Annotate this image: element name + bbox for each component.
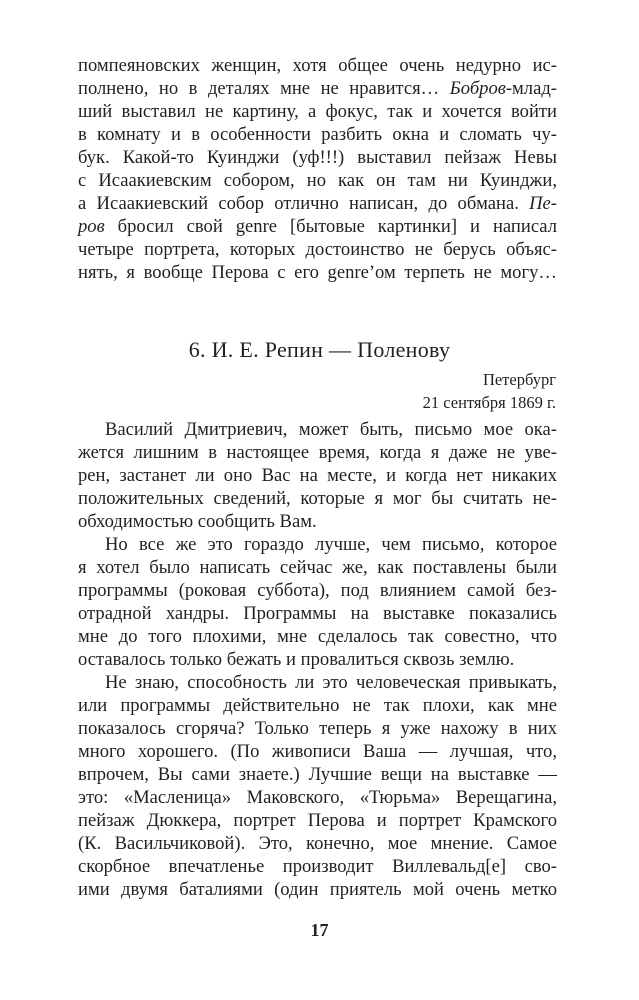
text-line [78,625,557,648]
text-segment: (К. Васильчиковой). Это, конечно, мое мнение. Самое [78,833,557,854]
text-line [78,464,557,487]
text-line [78,215,557,238]
page-number: 17 [310,920,329,940]
text-segment: скорбное впечатленье производит Виллевальд[е] сво- [78,856,557,877]
text-line [78,556,557,579]
text-segment: Василий Дмитриевич, может быть, письмо мое ока- [105,419,557,440]
text-line [78,100,557,123]
text-line [78,510,557,533]
text-line [78,809,557,832]
text-segment: оставалось только бежать и провалиться сквозь землю. [78,649,515,670]
text-line [78,146,557,169]
text-line [78,786,557,809]
text-line [78,579,557,602]
text-segment: мне до того плохими, мне сделалось так совестно, что [78,626,557,647]
text-segment: в комнату и в особенности разбить окна и сломать чу- [78,124,557,145]
text-segment: ими двумя баталиями (один приятель мой очень метко [78,879,557,900]
text-line [78,740,557,763]
text-segment: ший выставил не картину, а фокус, так и хочется войти [78,101,557,122]
text-segment: положительных сведений, которые я мог бы считать не- [78,488,557,509]
italic-text: ров [78,216,105,237]
text-segment: отрадной хандры. Программы на выставке показались [78,603,557,624]
text-line [78,192,557,215]
text-segment: помпеяновских женщин, хотя общее очень недурно ис- [78,55,557,76]
text-line [78,261,557,284]
text-segment: -млад- [505,78,557,99]
text-segment: пейзаж Дюккера, портрет Перова и портрет Крамского [78,810,557,831]
text-segment: впрочем, Вы сами знаете.) Лучшие вещи на выставке — [78,764,557,785]
text-line [78,54,557,77]
section-heading: 6. И. Е. Репин — Поленову [188,337,451,362]
text-segment: программы (роковая суббота), под влиянием самой без- [78,580,557,601]
text-line [78,878,557,901]
text-segment: жется лишним в настоящее время, когда я даже не уве- [78,442,557,463]
text-segment: показалось сгоряча? Только теперь я уже нахожу в них [78,718,557,739]
text-line [78,238,557,261]
text-line [78,763,557,786]
letter-excerpt-continuation [78,54,557,284]
text-line [78,855,557,878]
text-segment: полнено, но в деталях мне не нравится… [78,78,450,99]
text-segment: а Исаакиевский собор отлично написан, до обмана. [78,193,530,214]
text-line [78,671,557,694]
text-segment: Но все же это гораздо лучше, чем письмо, которое [105,534,557,555]
text-segment: это: «Масленица» Маковского, «Тюрьма» Верещагина, [78,787,557,808]
letter-place: Петербург [482,370,556,389]
text-segment: или программы действительно не так плохи, как мне [78,695,557,716]
text-line [78,602,557,625]
letter-date: 21 сентября 1869 г. [422,393,556,412]
text-line [78,418,557,441]
text-line [78,832,557,855]
text-segment: я хотел было написать сейчас же, как поставлены были [78,557,557,578]
letter-body [78,418,557,901]
text-line [78,717,557,740]
text-segment: с Исаакиевским собором, но как он там ни Куинджи, [78,170,557,191]
text-segment: четыре портрета, которых достоинство не берусь объяс- [78,239,557,260]
text-segment: бросил свой genre [бытовые картинки] и написал [104,216,557,237]
text-line [78,533,557,556]
text-segment: нять, я вообще Перова с его genre’ом терпеть не могу… [78,262,557,283]
text-line [78,648,557,671]
text-segment: много хорошего. (По живописи Ваша — лучшая, что, [78,741,557,762]
text-segment: Не знаю, способность ли это человеческая привыкать, [105,672,557,693]
italic-text: Бобров [449,78,506,99]
text-segment: рен, застанет ли оно Вас на месте, и когда нет никаких [78,465,557,486]
text-line [78,487,557,510]
text-line [78,169,557,192]
text-line [78,77,557,100]
text-line [78,441,557,464]
text-segment: обходимостью сообщить Вам. [78,511,317,532]
text-line [78,694,557,717]
italic-text: Пе- [529,193,557,214]
text-segment: бук. Какой-то Куинджи (уф!!!) выставил пейзаж Невы [78,147,557,168]
text-line [78,123,557,146]
